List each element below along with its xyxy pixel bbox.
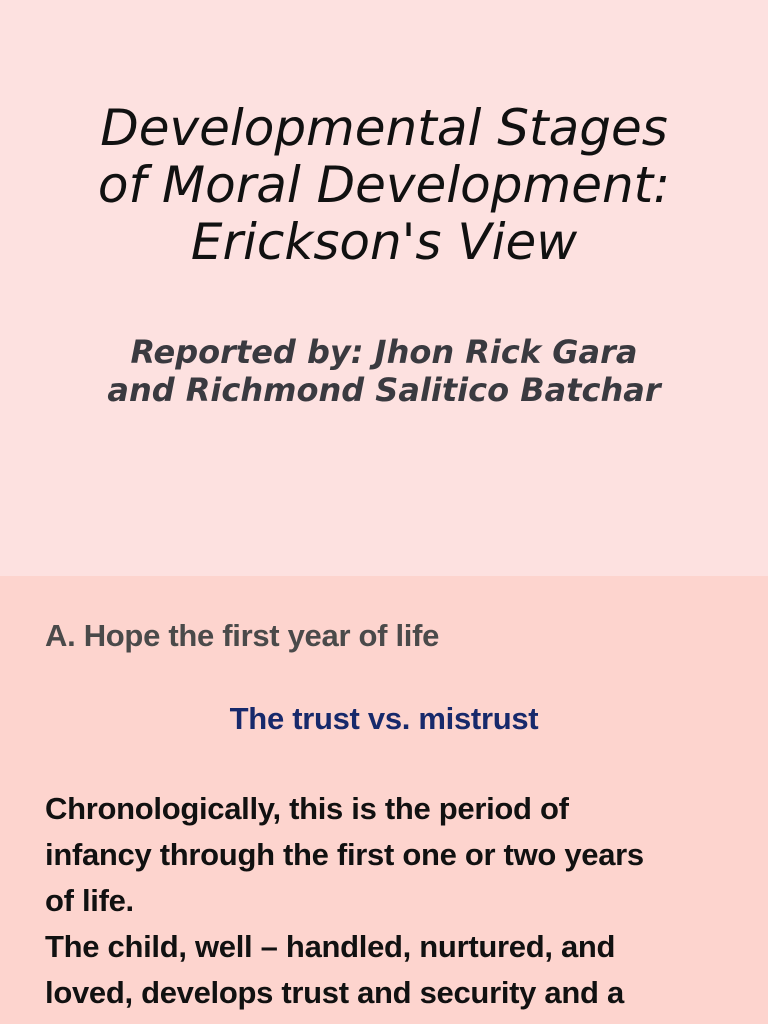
content-slide: [0, 576, 768, 1024]
body-line: infancy through the first one or two years: [45, 837, 644, 872]
body-line: The child, well – handled, nurtured, and: [45, 929, 616, 964]
body-text: [45, 786, 745, 1016]
subtitle-line: and Richmond Salitico Batchar: [107, 371, 661, 409]
body-line: loved, develops trust and security and a: [45, 975, 624, 1010]
slide-title: [0, 100, 768, 271]
section-heading: A. Hope the first year of life: [45, 618, 440, 653]
stage-title: The trust vs. mistrust: [229, 701, 539, 736]
subtitle-line: Reported by: Jhon Rick Gara: [130, 333, 638, 371]
title-line: of Moral Development:: [97, 156, 671, 214]
title-line: Erickson's View: [190, 213, 578, 271]
slide-subtitle: [0, 333, 768, 409]
body-line: of life.: [45, 883, 134, 918]
body-line: Chronologically, this is the period of: [45, 791, 569, 826]
title-line: Developmental Stages: [100, 99, 668, 157]
